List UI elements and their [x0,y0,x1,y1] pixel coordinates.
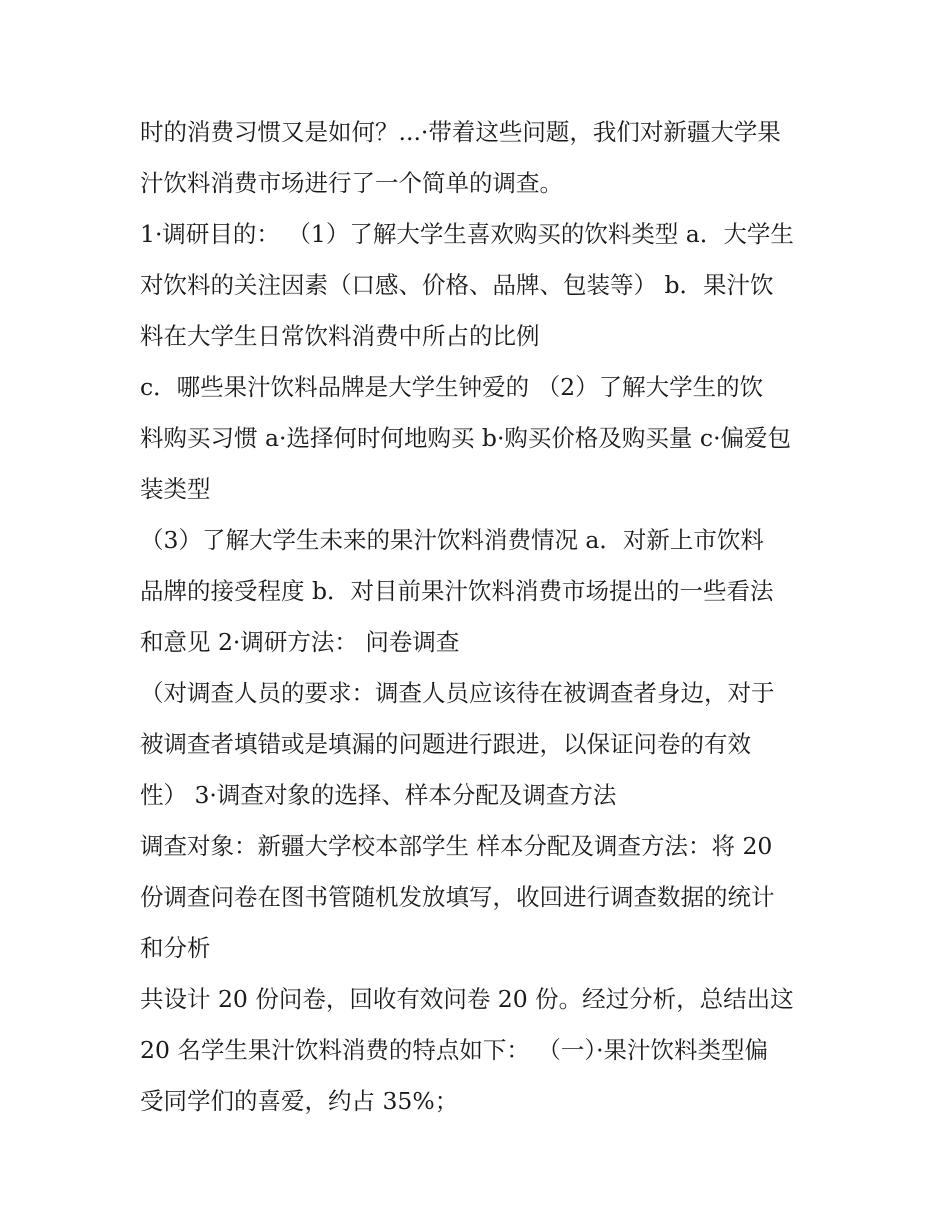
text-line: 装类型 [140,475,211,503]
text-line: 对饮料的关注因素（口感、价格、品牌、包装等） b．果汁饮 [140,271,774,299]
text-line: 被调查者填错或是填漏的问题进行跟进，以保证问卷的有效 [140,730,751,758]
text-line: 料购买习惯 a·选择何时何地购买 b·购买价格及购买量 c·偏爱包 [140,424,792,452]
text-line: （3）了解大学生未来的果汁饮料消费情况 a．对新上市饮料 [140,526,764,554]
text-line: 1·调研目的： （1）了解大学生喜欢购买的饮料类型 a．大学生 [140,220,794,248]
text-line: 品牌的接受程度 b．对目前果汁饮料消费市场提出的一些看法 [140,577,774,605]
text-line: 20 名学生果汁饮料消费的特点如下： （一）·果汁饮料类型偏 [140,1036,769,1064]
text-line: 受同学们的喜爱，约占 35%； [140,1087,459,1115]
text-line: 汁饮料消费市场进行了一个简单的调查。 [140,169,563,197]
text-line: 和意见 2·调研方法： 问卷调查 [140,628,460,656]
text-line: （对调查人员的要求：调查人员应该待在被调查者身边，对于 [140,679,775,707]
text-line: 调查对象：新疆大学校本部学生 样本分配及调查方法：将 20 [140,832,773,860]
body-text [140,107,840,1127]
text-line: 料在大学生日常饮料消费中所占的比例 [140,322,540,350]
text-line: 性） 3·调查对象的选择、样本分配及调查方法 [140,781,617,809]
text-line: 时的消费习惯又是如何？...·带着这些问题，我们对新疆大学果 [140,118,781,146]
text-line: c．哪些果汁饮料品牌是大学生钟爱的 （2）了解大学生的饮 [140,373,764,401]
text-line: 和分析 [140,934,211,962]
text-line: 共设计 20 份问卷，回收有效问卷 20 份。经过分析，总结出这 [140,985,794,1013]
text-line: 份调查问卷在图书管随机发放填写，收回进行调查数据的统计 [140,883,775,911]
